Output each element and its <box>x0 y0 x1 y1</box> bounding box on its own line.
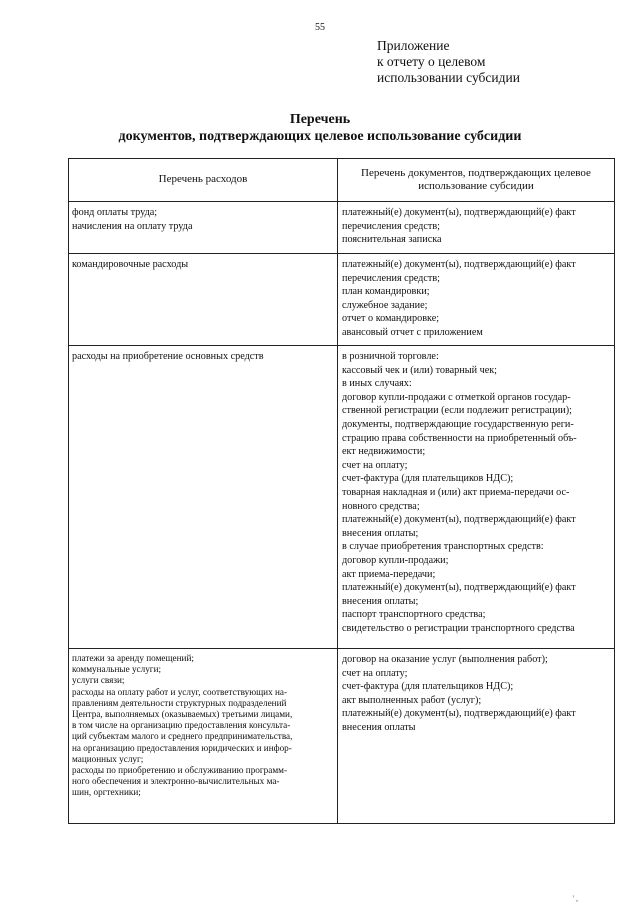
cell-line: ект недвижимости; <box>342 446 426 458</box>
cell-line: договор купли-продажи; <box>342 554 449 566</box>
cell-line: правлениям деятельности структурных подразделений <box>72 697 287 708</box>
cell-line: платежный(е) документ(ы), подтверждающий(е) факт <box>342 582 576 594</box>
cell-line: страцию права собственности на приобретенный объ- <box>342 432 577 444</box>
cell-line: счет-фактура (для плательщиков НДС); <box>342 681 514 693</box>
cell-line: внесения оплаты; <box>342 595 419 607</box>
cell-line: ного обеспечения и электронно-вычислительных ма- <box>72 776 280 787</box>
cell-line: в том числе на организацию предоставления консульта- <box>72 720 291 731</box>
cell-line: в иных случаях: <box>342 378 412 390</box>
cell-line: ственной регистрации (если подлежит регистрации); <box>342 405 572 417</box>
cell-line: авансовый отчет с приложением <box>342 326 483 338</box>
cell-line: платежный(е) документ(ы), подтверждающий(е) факт <box>342 207 576 218</box>
cell-line: документы, подтверждающие государственную реги- <box>342 418 574 430</box>
cell-line: мационных услуг; <box>72 753 144 764</box>
header-documents: Перечень документов, подтверждающих целевое использование субсидии <box>338 159 615 202</box>
cell-line: ций субъектам малого и среднего предпринимательства, <box>72 731 293 742</box>
cell-line: счет на оплату; <box>342 667 408 679</box>
cell-line: новного средства; <box>342 500 420 512</box>
cell-line: товарная накладная и (или) акт приема-передачи ос- <box>342 486 570 498</box>
cell-line: Центра, выполняемых (оказываемых) третьими лицами, <box>72 709 293 720</box>
table-row <box>69 254 615 346</box>
cell-line: командировочные расходы <box>72 259 189 270</box>
cell-line: внесения оплаты; <box>342 527 419 539</box>
title-line: Перечень <box>289 112 351 127</box>
cell-line: внесения оплаты <box>342 721 416 733</box>
cell-line: паспорт транспортного средства; <box>342 609 486 621</box>
document-title <box>0 111 640 145</box>
cell-line: акт выполненных работ (услуг); <box>342 694 482 706</box>
cell-line: план командировки; <box>342 286 430 298</box>
cell-line: отчет о командировке; <box>342 313 440 325</box>
cell-line: в розничной торговле: <box>342 351 439 362</box>
cell-line: в случае приобретения транспортных средств: <box>342 541 544 553</box>
cell-line: пояснительная записка <box>342 234 442 246</box>
scan-mark: ' , <box>572 894 578 903</box>
table-row <box>69 649 615 824</box>
table-row <box>69 346 615 649</box>
header-expenses: Перечень расходов <box>69 159 338 202</box>
appendix-line: использовании субсидии <box>377 70 520 85</box>
cell-line: платежный(е) документ(ы), подтверждающий(е) факт <box>342 514 576 526</box>
cell-line: на организацию предоставления юридических и инфор- <box>72 742 292 753</box>
expenses-cell <box>69 254 338 346</box>
appendix-line: Приложение <box>377 38 450 53</box>
expenses-cell <box>69 346 338 649</box>
table-row <box>69 202 615 254</box>
expenses-cell <box>69 649 338 824</box>
documents-table <box>68 158 615 824</box>
documents-cell <box>338 254 615 346</box>
cell-line: акт приема-передачи; <box>342 568 436 580</box>
cell-line: шин, оргтехники; <box>72 787 141 798</box>
cell-line: кассовый чек и (или) товарный чек; <box>342 364 497 376</box>
cell-line: платежный(е) документ(ы), подтверждающий(е) факт <box>342 259 576 270</box>
cell-line: платежи за аренду помещений; <box>72 653 194 663</box>
cell-line: служебное задание; <box>342 299 428 311</box>
appendix-heading <box>377 38 520 86</box>
cell-line: свидетельство о регистрации транспортного средства <box>342 622 575 634</box>
cell-line: счет-фактура (для плательщиков НДС); <box>342 473 514 485</box>
cell-line: коммунальные услуги; <box>72 664 162 675</box>
documents-cell <box>338 202 615 254</box>
cell-line: договор на оказание услуг (выполнения работ); <box>342 654 548 665</box>
cell-line: начисления на оплату труда <box>72 220 193 232</box>
cell-line: фонд оплаты труда; <box>72 207 158 218</box>
cell-line: перечисления средств; <box>342 220 440 232</box>
expenses-cell <box>69 202 338 254</box>
title-line: документов, подтверждающих целевое использование субсидии <box>118 129 522 144</box>
cell-line: платежный(е) документ(ы), подтверждающий(е) факт <box>342 708 576 720</box>
appendix-line: к отчету о целевом <box>377 54 486 69</box>
documents-cell <box>338 649 615 824</box>
cell-line: счет на оплату; <box>342 459 408 471</box>
table-header-row <box>69 159 615 202</box>
documents-cell <box>338 346 615 649</box>
cell-line: расходы на приобретение основных средств <box>72 351 264 362</box>
cell-line: договор купли-продажи с отметкой органов государ- <box>342 391 571 403</box>
cell-line: перечисления средств; <box>342 272 440 284</box>
page-number: 55 <box>315 22 325 33</box>
cell-line: услуги связи; <box>72 675 125 686</box>
cell-line: расходы по приобретению и обслуживанию программ- <box>72 765 288 776</box>
cell-line: расходы на оплату работ и услуг, соответствующих на- <box>72 686 288 697</box>
